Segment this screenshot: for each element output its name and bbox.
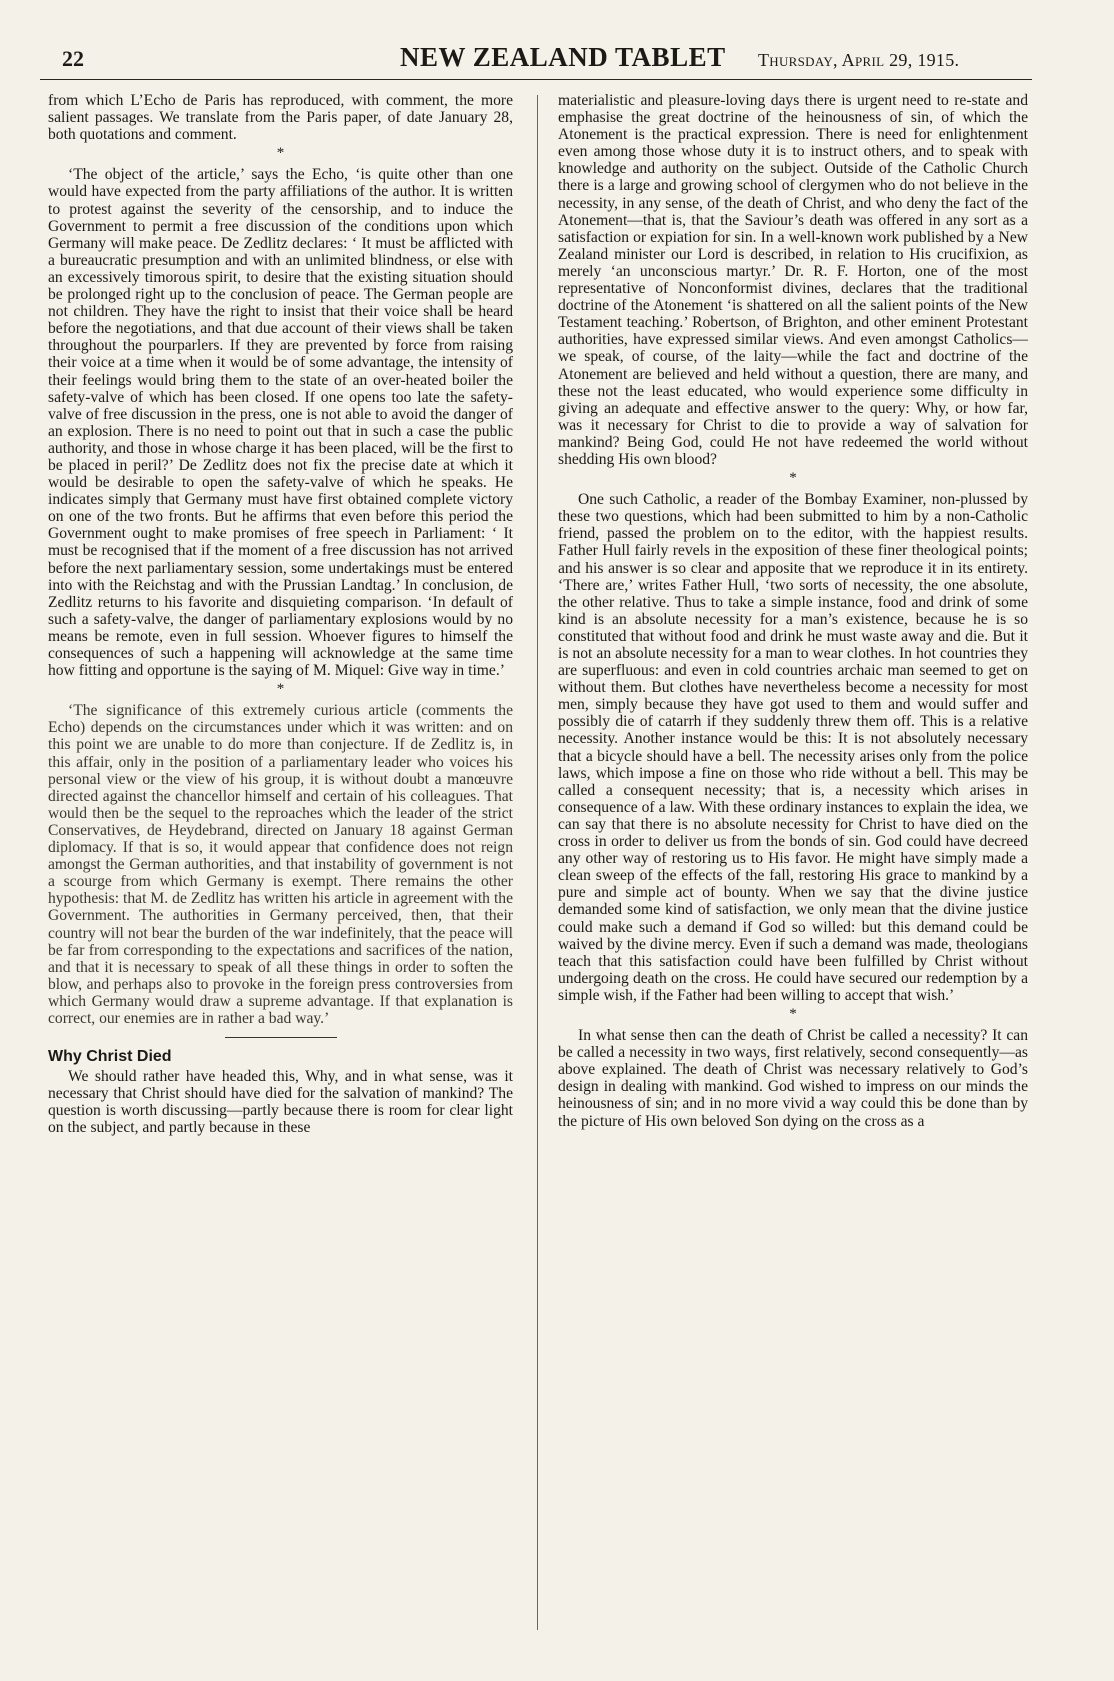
masthead-rule	[40, 79, 1032, 80]
conclusion-paragraph: In what sense then can the death of Christ be called a necessity? It can be called a necessity in two ways, first relatively, second consequently—as above explained. The death of Christ was necessary relatively to God’s design in dealing with mankind. God wished to impress on our minds the heinousness of sin; and in no more vivid a way could this be done than by the picture of His own beloved Son dying on the cross as a	[558, 1027, 1028, 1130]
issue-date: Thursday, April 29, 1915.	[758, 50, 960, 70]
article-end-rule	[225, 1037, 337, 1038]
section-separator: *	[276, 145, 285, 162]
column-divider	[537, 95, 538, 1630]
page-number: 22	[62, 46, 84, 71]
section-separator: *	[789, 470, 797, 487]
left-column	[48, 92, 513, 1137]
section-separator: *	[789, 1005, 797, 1022]
masthead	[40, 42, 1050, 82]
article-body-paragraph: materialistic and pleasure-loving days there is urgent need to re-state and emphasise the great doctrine of the heinousness of sin, of which the Atonement is the practical expression. There is need for enlightenment even among those whose duty it is to instruct others, and to speak with knowledge and authority on the subject. Outside of the Catholic Church there is a large and growing school of clergymen who do not believe in the necessity, in any sense, of the death of Christ, and who deny the fact of the Atonement—that is, that the Saviour’s death was offered in any sort as a satisfaction or expiation for sin. In a well-known work published by a New Zealand minister our Lord is described, in relation to His crucifixion, as merely ‘an unconscious martyr.’ Dr. R. F. Horton, one of the most representative of Nonconformist divines, declares that the traditional doctrine of the Atonement ‘is shattered on all the salient points of the New Testament teaching.’ Robertson, of Brighton, and other eminent Protestant authorities, have expressed similar views. And even amongst Catholics—we speak, of course, of the laity—while the fact and doctrine of the Atonement are believed and held without a question, there are many, and these not the least educated, who would experience some difficulty in giving an adequate and effective answer to the query: Why, or how far, was it necessary for Christ to die to provide a way of salvation for mankind? Being God, could He not have redeemed the world without shedding His own blood?	[558, 92, 1028, 468]
article-continuation-paragraph: from which L’Echo de Paris has reproduced, with comment, the more salient passages. We translate from the Paris paper, of date January 28, both quotations and comment.	[48, 92, 513, 144]
article-intro-paragraph: We should rather have headed this, Why, and in what sense, was it necessary that Christ should have died for the salvation of mankind? The question is worth discussing—partly because there is room for clear light on the subject, and partly because in these	[48, 1068, 513, 1137]
newspaper-title: NEW ZEALAND TABLET	[400, 42, 726, 72]
commentary-paragraph: ‘The significance of this extremely curious article (comments the Echo) depends on the circumstances under which it was written: and on this point we are unable to do more than conjecture. If de Zedlitz is, in this affair, only in the position of a parliamentary leader who voices his personal view or the view of his group, it is without doubt a manœuvre directed against the chancellor himself and certain of his colleagues. That would then be the sequel to the reproaches which the leader of the strict Conservatives, de Heydebrand, directed on January 18 against German diplomacy. If that is so, it would appear that confidence does not reign amongst the German authorities, and that instability of government is not a scourge from which Germany is exempt. There remains the other hypothesis: that M. de Zedlitz has written his article in agreement with the Government. The authorities in Germany perceived, then, that their country will not bear the burden of the war indefinitely, that the peace will be far from corresponding to the expectations and sacrifices of the nation, and that it is necessary to speak of all these things in order to soften the blow, and perhaps also to provoke in the foreign press controversies from which Germany would draw a supreme advantage. If that explanation is correct, our enemies are in rather a bad way.’	[48, 702, 513, 1027]
right-column	[558, 92, 1028, 1130]
section-separator: *	[276, 681, 285, 698]
father-hull-paragraph: One such Catholic, a reader of the Bombay Examiner, non-plussed by these two questions, which had been submitted to him by a non-Catholic friend, passed the problem on to the editor, with the happiest results. Father Hull fairly revels in the exposition of these finer theological points; and his answer is so clear and apposite that we reproduce it in its entirety. ‘There are,’ writes Father Hull, ‘two sorts of necessity, the one absolute, the other relative. Thus to take a simple instance, food and drink of some kind is an absolute necessity for a man’s existence, because he is so constituted that without food and drink he must waste away and die. But it is not an absolute necessity for a man to wear clothes. In hot countries they are superfluous: and even in cold countries archaic man seemed to get on without them. But clothes have nevertheless become a necessity for most men, simply because they have got used to them and would suffer and possibly die of catarrh if they suddenly threw them off. This is a relative necessity. Another instance would be this: It is not absolutely necessary that a bicycle should have a bell. The necessity arises only from the police laws, which impose a fine on those who ride without a bell. This may be called a consequent necessity; that is, a necessity which arises in consequence of a law. With these ordinary instances to explain the idea, we can say that there is no absolute necessity for Christ to have died on the cross in order to deliver us from the bonds of sin. God could have decreed any other way of restoring us to His favor. He might have simply made a clean sweep of the effects of the fall, restoring His grace to mankind by a pure and simple act of bounty. When we say that the divine justice demanded some kind of satisfaction, we only mean that the divine justice could make such a demand if God so willed: but this demand could be waived by the divine mercy. Even if such a demand was made, theologians teach that this satisfaction could have been fulfilled by Christ without undergoing death on the cross. He could have secured our redemption by a simple wish, if the Father had been willing to accept that wish.’	[558, 491, 1028, 1004]
article-heading: Why Christ Died	[48, 1048, 172, 1066]
quotation-paragraph: ‘The object of the article,’ says the Echo, ‘is quite other than one would have expected from the party affiliations of the author. It is written to protest against the severity of the censorship, and to induce the Government to permit a free discussion of the conditions upon which Germany will make peace. De Zedlitz declares: ‘ It must be afflicted with a bureaucratic presumption and with an unlimited blindness, or else with an excessively timorous spirit, to desire that the existing situation should be prolonged right up to the conclusion of peace. The German people are not children. They have the right to insist that their voice shall be heard before the negotiations, and that due account of their views shall be taken throughout the pourparlers. If they are prevented by force from raising their voice at a time when it would be of some advantage, the intensity of their feelings would bring them to the state of an over-heated boiler the safety-valve of which has been closed. If one opens too late the safety-valve of free discussion in the press, one is not able to avoid the danger of an explosion. There is no need to point out that in such a case the public authority, and those in whose charge it has been placed, will be the first to be placed in peril?’ De Zedlitz does not fix the precise date at which it would be desirable to open the safety-valve of which he speaks. He indicates simply that Germany must have first obtained complete victory on one of the two fronts. But he affirms that even before this period the Government ought to make promises of free speech in Parliament: ‘ It must be recognised that if the moment of a free discussion has not arrived before the next parliamentary session, some undertakings must be entered into with the Reichstag and with the Prussian Landtag.’ In conclusion, de Zedlitz returns to his favorite and disquieting comparison. ‘In default of such a safety-valve, the danger of parliamentary explosions would by no means be remote, even in full session. Whoever figures to himself the consequences of such a happening will acknowledge at the same time how fitting and opportune is the saying of M. Miquel: Give way in time.’	[48, 166, 513, 680]
